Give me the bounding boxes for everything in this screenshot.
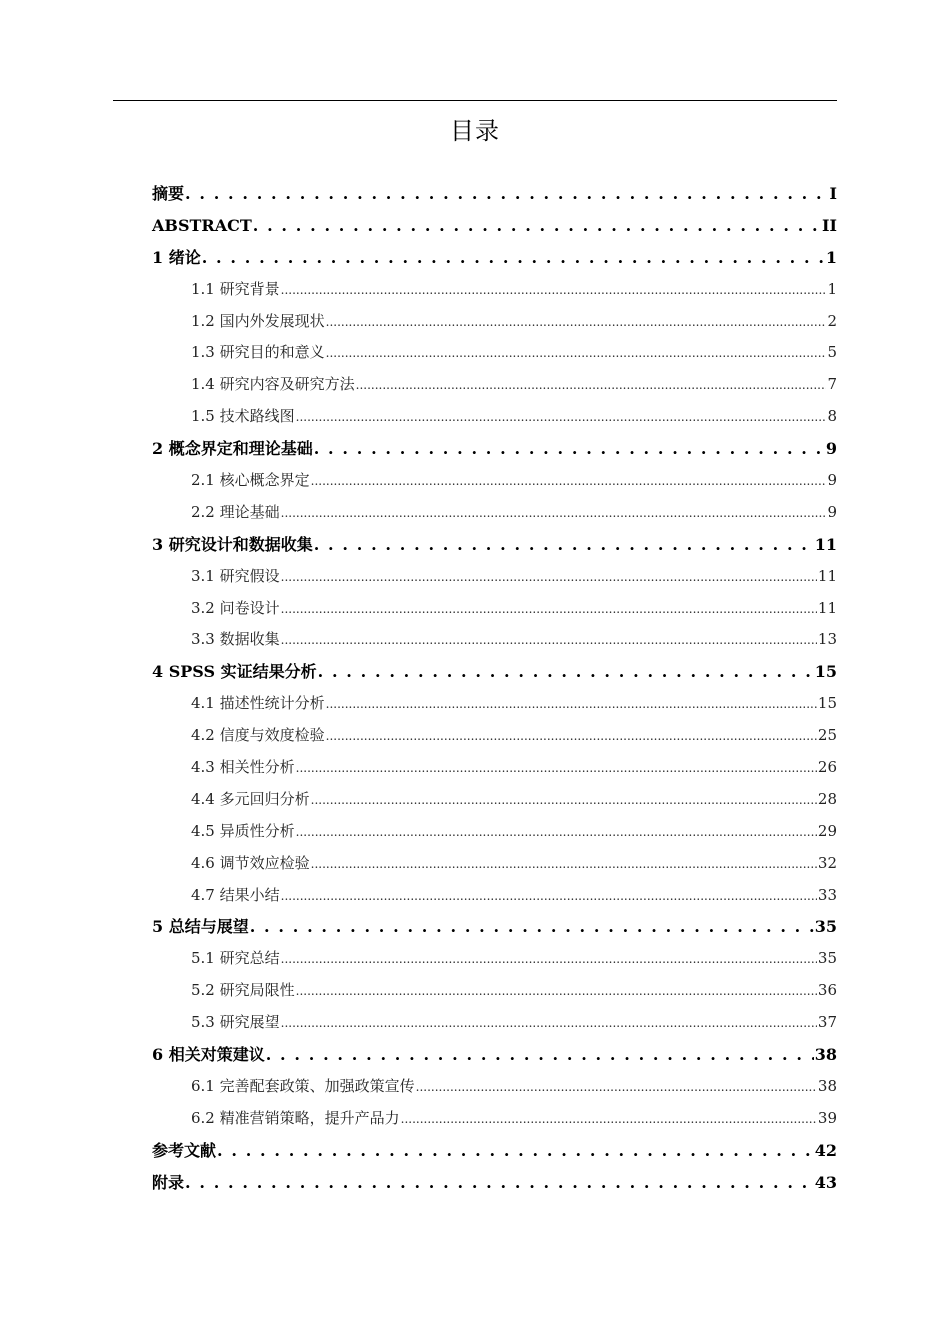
toc-entry-label: 附录 — [152, 1172, 185, 1192]
toc-dot-leader — [416, 1072, 817, 1104]
toc-entry-label: 3.1 研究假设 — [191, 566, 280, 585]
toc-entry-label: 5.1 研究总结 — [191, 949, 280, 968]
toc-entry-page-number: 13 — [817, 630, 837, 649]
toc-entry[interactable] — [152, 242, 837, 274]
toc-dot-leader — [253, 210, 821, 242]
toc-entry[interactable] — [152, 210, 837, 242]
toc-entry-label: 2 概念界定和理论基础 — [152, 439, 313, 459]
toc-entry-label: 2.2 理论基础 — [191, 502, 280, 521]
toc-entry-page-number: 38 — [814, 1045, 837, 1065]
toc-entry[interactable] — [152, 1135, 837, 1167]
toc-dot-leader — [311, 849, 817, 881]
toc-entry-label: 摘要 — [152, 184, 185, 203]
toc-entry[interactable] — [152, 529, 837, 561]
toc-dot-leader — [281, 625, 817, 657]
toc-entry-label: 4.5 异质性分析 — [191, 821, 295, 840]
toc-entry[interactable] — [152, 911, 837, 943]
toc-dot-leader — [401, 1104, 817, 1136]
toc-entry-label: 4 SPSS 实证结果分析 — [152, 662, 317, 682]
toc-entry-label: 6.2 精准营销策略，提升产品力 — [191, 1108, 400, 1127]
toc-entry-label: 4.4 多元回归分析 — [191, 789, 310, 808]
toc-entry-page-number: 35 — [814, 917, 837, 937]
toc-entry-page-number: 25 — [817, 726, 837, 745]
toc-dot-leader — [281, 881, 817, 913]
toc-entry[interactable] — [152, 752, 837, 784]
toc-entry[interactable] — [152, 497, 837, 529]
toc-entry-page-number: 11 — [817, 598, 837, 617]
toc-dot-leader — [296, 976, 817, 1008]
toc-entry-label: 4.1 描述性统计分析 — [191, 694, 325, 713]
toc-entry-page-number: 5 — [827, 343, 837, 362]
toc-entry-label: 5.2 研究局限性 — [191, 981, 295, 1000]
toc-entry-page-number: 33 — [817, 885, 837, 904]
toc-entry-page-number: 39 — [817, 1108, 837, 1127]
toc-dot-leader — [281, 562, 817, 594]
toc-entry-page-number: 36 — [817, 981, 837, 1000]
toc-entry[interactable] — [152, 816, 837, 848]
toc-entry-page-number: 43 — [814, 1172, 837, 1192]
toc-entry-page-number: 2 — [827, 311, 837, 330]
toc-entry[interactable] — [152, 688, 837, 720]
toc-entry[interactable] — [152, 1071, 837, 1103]
toc-entry[interactable] — [152, 656, 837, 688]
toc-entry-label: 4.2 信度与效度检验 — [191, 726, 325, 745]
toc-dot-leader — [326, 721, 817, 753]
toc-entry-page-number: 7 — [827, 375, 837, 394]
toc-entry-label: 3.3 数据收集 — [191, 630, 280, 649]
toc-entry-page-number: 11 — [814, 534, 837, 554]
toc-entry-label: 3 研究设计和数据收集 — [152, 534, 313, 554]
toc-entry[interactable] — [152, 401, 837, 433]
toc-entry-page-number: 26 — [817, 758, 837, 777]
toc-dot-leader — [202, 242, 825, 274]
toc-entry-label: 1.5 技术路线图 — [191, 407, 295, 426]
toc-entry[interactable] — [152, 848, 837, 880]
toc-entry-page-number: 9 — [827, 471, 837, 490]
toc-entry-label: 4.7 结果小结 — [191, 885, 280, 904]
toc-entry-page-number: 29 — [817, 821, 837, 840]
toc-entry-label: 1.2 国内外发展现状 — [191, 311, 325, 330]
toc-dot-leader — [217, 1135, 814, 1167]
toc-entry[interactable] — [152, 433, 837, 465]
toc-entry-label: ABSTRACT — [152, 215, 252, 235]
toc-entry-label: 1.3 研究目的和意义 — [191, 343, 325, 362]
toc-entry[interactable] — [152, 720, 837, 752]
toc-dot-leader — [326, 689, 817, 721]
toc-entry-label: 5 总结与展望 — [152, 917, 249, 937]
toc-dot-leader — [356, 370, 827, 402]
toc-dot-leader — [311, 466, 827, 498]
toc-title: 目录 — [450, 117, 500, 145]
header-rule — [113, 100, 837, 101]
toc-entry-page-number: 28 — [817, 789, 837, 808]
toc-entry-page-number: 8 — [827, 407, 837, 426]
toc-entry-page-number: 37 — [817, 1013, 837, 1032]
toc-entry[interactable] — [152, 593, 837, 625]
toc-dot-leader — [281, 275, 827, 307]
toc-entry-page-number: 1 — [825, 247, 837, 267]
toc-entry-page-number: 32 — [817, 853, 837, 872]
toc-dot-leader — [281, 1008, 817, 1040]
toc-dot-leader — [281, 594, 817, 626]
toc-dot-leader — [326, 307, 827, 339]
toc-dot-leader — [281, 944, 817, 976]
toc-entry-label: 6 相关对策建议 — [152, 1045, 265, 1065]
toc-entry[interactable] — [152, 1007, 837, 1039]
toc-entry-page-number: 35 — [817, 949, 837, 968]
toc-entry[interactable] — [152, 975, 837, 1007]
toc-dot-leader — [314, 529, 814, 561]
toc-entry-page-number: 11 — [817, 566, 837, 585]
toc-entry[interactable] — [152, 1167, 837, 1199]
toc-entry[interactable] — [152, 784, 837, 816]
toc-entry-page-number: II — [822, 215, 837, 235]
toc-dot-leader — [281, 498, 827, 530]
table-of-contents — [152, 178, 837, 1199]
toc-entry[interactable] — [152, 1103, 837, 1135]
toc-dot-leader — [250, 911, 814, 943]
toc-entry-label: 1.4 研究内容及研究方法 — [191, 375, 355, 394]
toc-dot-leader — [296, 753, 817, 785]
toc-entry-page-number: 42 — [814, 1140, 837, 1160]
toc-entry-page-number: 38 — [817, 1076, 837, 1095]
toc-entry-label: 2.1 核心概念界定 — [191, 471, 310, 490]
toc-entry-page-number: 15 — [814, 662, 837, 682]
toc-dot-leader — [266, 1039, 814, 1071]
toc-entry-label: 4.3 相关性分析 — [191, 758, 295, 777]
toc-entry-label: 3.2 问卷设计 — [191, 598, 280, 617]
toc-entry[interactable] — [152, 178, 837, 210]
toc-entry[interactable] — [152, 337, 837, 369]
toc-entry[interactable] — [152, 465, 837, 497]
toc-entry-label: 参考文献 — [152, 1140, 217, 1160]
toc-entry-label: 4.6 调节效应检验 — [191, 853, 310, 872]
toc-entry-page-number: 1 — [827, 279, 837, 298]
toc-entry-page-number: 15 — [817, 694, 837, 713]
toc-entry[interactable] — [152, 561, 837, 593]
toc-dot-leader — [185, 178, 829, 210]
toc-entry[interactable] — [152, 943, 837, 975]
toc-entry-label: 1.1 研究背景 — [191, 279, 280, 298]
toc-dot-leader — [185, 1167, 814, 1199]
toc-entry[interactable] — [152, 274, 837, 306]
toc-entry[interactable] — [152, 880, 837, 912]
toc-entry-label: 1 绪论 — [152, 247, 201, 267]
toc-dot-leader — [296, 402, 827, 434]
toc-dot-leader — [311, 785, 817, 817]
toc-entry[interactable] — [152, 306, 837, 338]
toc-entry-label: 5.3 研究展望 — [191, 1013, 280, 1032]
toc-entry[interactable] — [152, 624, 837, 656]
toc-entry[interactable] — [152, 1039, 837, 1071]
toc-entry-page-number: 9 — [825, 439, 837, 459]
toc-entry-page-number: 9 — [827, 502, 837, 521]
toc-entry[interactable] — [152, 369, 837, 401]
toc-dot-leader — [326, 338, 827, 370]
toc-dot-leader — [318, 656, 814, 688]
toc-dot-leader — [296, 817, 817, 849]
toc-entry-label: 6.1 完善配套政策、加强政策宣传 — [191, 1076, 415, 1095]
toc-entry-page-number: I — [829, 184, 837, 203]
toc-dot-leader — [314, 433, 825, 465]
